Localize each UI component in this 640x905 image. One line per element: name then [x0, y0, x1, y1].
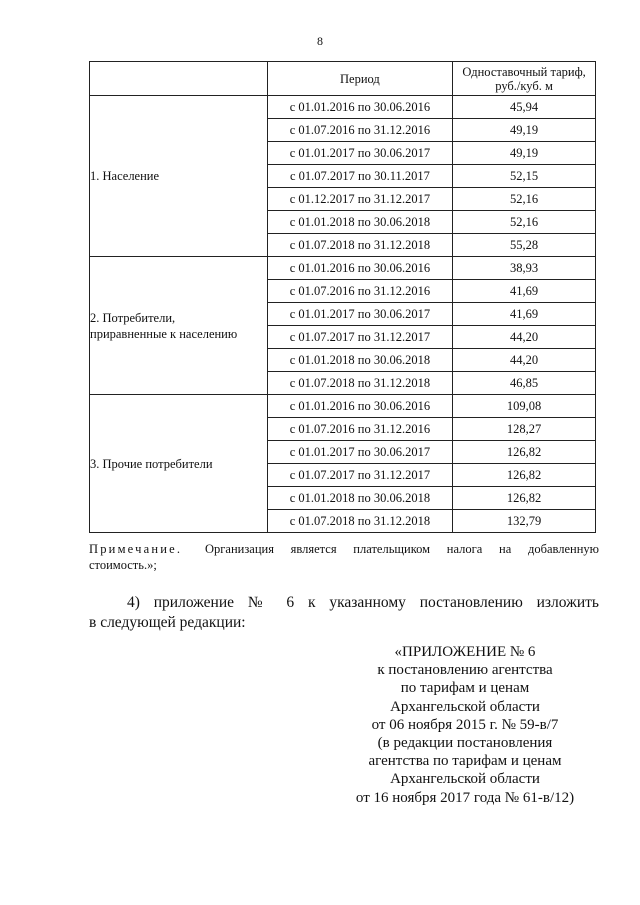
period-cell: с 01.01.2018 по 30.06.2018 [267, 211, 453, 234]
period-cell: с 01.01.2018 по 30.06.2018 [267, 487, 453, 510]
period-cell: с 01.07.2017 по 31.12.2017 [267, 464, 453, 487]
tariff-cell: 46,85 [453, 372, 596, 395]
period-cell: с 01.01.2017 по 30.06.2017 [267, 303, 453, 326]
instruction-line2: в следующей редакции: [89, 614, 246, 631]
consumer-group-cell [90, 96, 268, 257]
period-cell: с 01.07.2016 по 31.12.2016 [267, 280, 453, 303]
header-tariff-line2: руб./куб. м [495, 78, 553, 93]
tariff-cell: 41,69 [453, 280, 596, 303]
tariff-cell: 49,19 [453, 142, 596, 165]
period-cell: с 01.07.2016 по 31.12.2016 [267, 418, 453, 441]
page-number: 8 [317, 34, 323, 48]
appendix-line: агентства по тарифам и ценам [368, 753, 562, 770]
appendix-line: Архангельской области [390, 698, 540, 715]
period-cell: с 01.07.2017 по 31.12.2017 [267, 326, 453, 349]
consumer-group-cell [90, 257, 268, 395]
consumer-group-label: 2. Потребители, [90, 310, 176, 325]
period-cell: с 01.01.2018 по 30.06.2018 [267, 349, 453, 372]
tariff-cell: 52,15 [453, 165, 596, 188]
period-cell: с 01.07.2017 по 30.11.2017 [267, 165, 453, 188]
header-tariff [453, 62, 596, 96]
table-body [90, 96, 596, 533]
instruction-line1: 4) приложение № 6 к указанному постановлению изложить [127, 594, 599, 611]
period-cell: с 01.07.2016 по 31.12.2016 [267, 119, 453, 142]
period-cell: с 01.01.2016 по 30.06.2016 [267, 96, 453, 119]
tariff-cell: 41,69 [453, 303, 596, 326]
tariff-table [89, 61, 596, 533]
tariff-cell: 126,82 [453, 464, 596, 487]
note-text-line2: стоимость.»; [89, 558, 157, 572]
tariff-cell: 38,93 [453, 257, 596, 280]
period-cell: с 01.07.2018 по 31.12.2018 [267, 510, 453, 533]
appendix-line: «ПРИЛОЖЕНИЕ № 6 [394, 644, 536, 660]
note-text-line1: Организация является плательщиком налога на добавленную [205, 542, 599, 556]
header-period: Период [267, 62, 453, 96]
table-row [90, 395, 596, 418]
appendix-line: от 06 ноября 2015 г. № 59-в/7 [371, 716, 559, 733]
instruction-paragraph [89, 593, 599, 633]
header-group-cell [90, 62, 268, 96]
tariff-cell: 55,28 [453, 234, 596, 257]
table-row [90, 257, 596, 280]
period-cell: с 01.07.2018 по 31.12.2018 [267, 372, 453, 395]
note [89, 541, 599, 573]
table-header-row [90, 62, 596, 96]
tariff-cell: 49,19 [453, 119, 596, 142]
tariff-cell: 132,79 [453, 510, 596, 533]
tariff-cell: 52,16 [453, 188, 596, 211]
consumer-group-label: 3. Прочие потребители [90, 456, 213, 471]
consumer-group-label: 1. Население [90, 169, 160, 183]
consumer-group-label-cont: приравненные к населению [90, 326, 238, 341]
period-cell: с 01.01.2016 по 30.06.2016 [267, 395, 453, 418]
tariff-cell: 128,27 [453, 418, 596, 441]
note-label: Примечание. [89, 542, 183, 556]
tariff-cell: 109,08 [453, 395, 596, 418]
tariff-cell: 52,16 [453, 211, 596, 234]
appendix-heading [300, 643, 630, 807]
period-cell: с 01.01.2016 по 30.06.2016 [267, 257, 453, 280]
header-tariff-line1: Одноставочный тариф, [462, 64, 586, 79]
period-cell: с 01.01.2017 по 30.06.2017 [267, 142, 453, 165]
consumer-group-cell [90, 395, 268, 533]
appendix-line: (в редакции постановления [377, 735, 553, 752]
appendix-line: Архангельской области [390, 771, 540, 788]
appendix-line: к постановлению агентства [377, 662, 553, 679]
tariff-cell: 44,20 [453, 326, 596, 349]
period-cell: с 01.12.2017 по 31.12.2017 [267, 188, 453, 211]
appendix-line: по тарифам и ценам [400, 680, 530, 697]
period-cell: с 01.01.2017 по 30.06.2017 [267, 441, 453, 464]
period-cell: с 01.07.2018 по 31.12.2018 [267, 234, 453, 257]
tariff-cell: 44,20 [453, 349, 596, 372]
table-row [90, 96, 596, 119]
tariff-cell: 126,82 [453, 441, 596, 464]
tariff-cell: 126,82 [453, 487, 596, 510]
appendix-line: от 16 ноября 2017 года № 61-в/12) [355, 789, 575, 806]
tariff-cell: 45,94 [453, 96, 596, 119]
